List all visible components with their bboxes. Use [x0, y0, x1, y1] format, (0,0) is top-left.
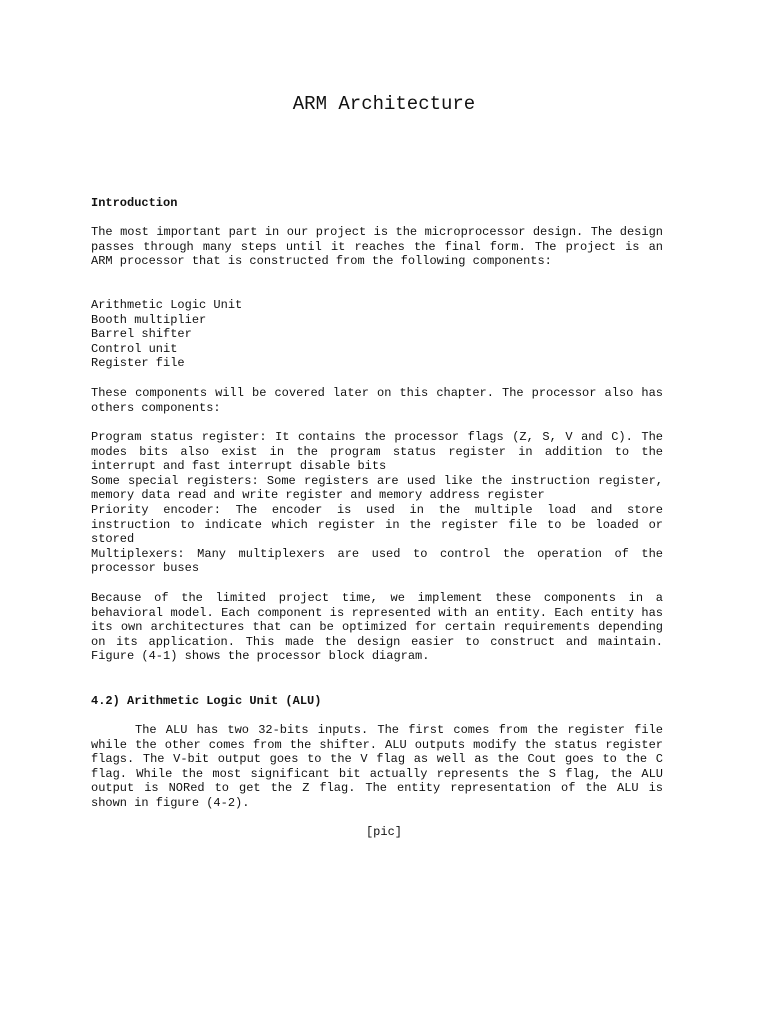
intro-heading: Introduction: [91, 196, 178, 210]
other-components-list: [91, 430, 663, 576]
component-list: [91, 298, 663, 371]
list-item: Control unit: [91, 341, 178, 356]
intro-paragraph: The most important part in our project is the microprocessor design. The design passes through many steps until it reaches the final form. The project is an ARM processor that is constructed from the following components:: [91, 225, 663, 269]
alu-paragraph: The ALU has two 32-bits inputs. The first comes from the register file while the other comes from the shifter. ALU outputs modify the status register flags. The V-bit output goes to the V flag as well as the Cout goes to the C flag. While the most significant bit actually represents the S flag, the ALU output is NORed to get the Z flag. The entity representation of the ALU is shown in figure (4-2).: [91, 723, 663, 810]
component-description: Some special registers: Some registers are used like the instruction register, memory data read and write register and memory address register: [91, 473, 663, 503]
list-item: Register file: [91, 356, 185, 371]
component-description: Priority encoder: The encoder is used in the multiple load and store instruction to indicate which register in the register file to be loaded or stored: [91, 502, 663, 547]
component-description: Multiplexers: Many multiplexers are used to control the operation of the processor buses: [91, 546, 663, 576]
component-description: Program status register: It contains the processor flags (Z, S, V and C). The modes bits also exist in the program status register in addition to the interrupt and fast interrupt disable bits: [91, 430, 663, 474]
others-paragraph: These components will be covered later on this chapter. The processor also has others components:: [91, 386, 663, 415]
section-heading-alu: 4.2) Arithmetic Logic Unit (ALU): [91, 694, 322, 708]
list-item: Barrel shifter: [91, 327, 192, 342]
list-item: Booth multiplier: [91, 312, 207, 327]
page-title: ARM Architecture: [292, 93, 476, 115]
behavioral-paragraph: Because of the limited project time, we implement these components in a behavioral model. Each component is represented with an entity. Each entity has its own architectures that can be optimized for certain requirements depending on its application. This made the design easier to construct and maintain. Figure (4-1) shows the processor block diagram.: [91, 591, 663, 664]
figure-placeholder: [pic]: [365, 825, 402, 839]
list-item: Arithmetic Logic Unit: [91, 298, 243, 312]
